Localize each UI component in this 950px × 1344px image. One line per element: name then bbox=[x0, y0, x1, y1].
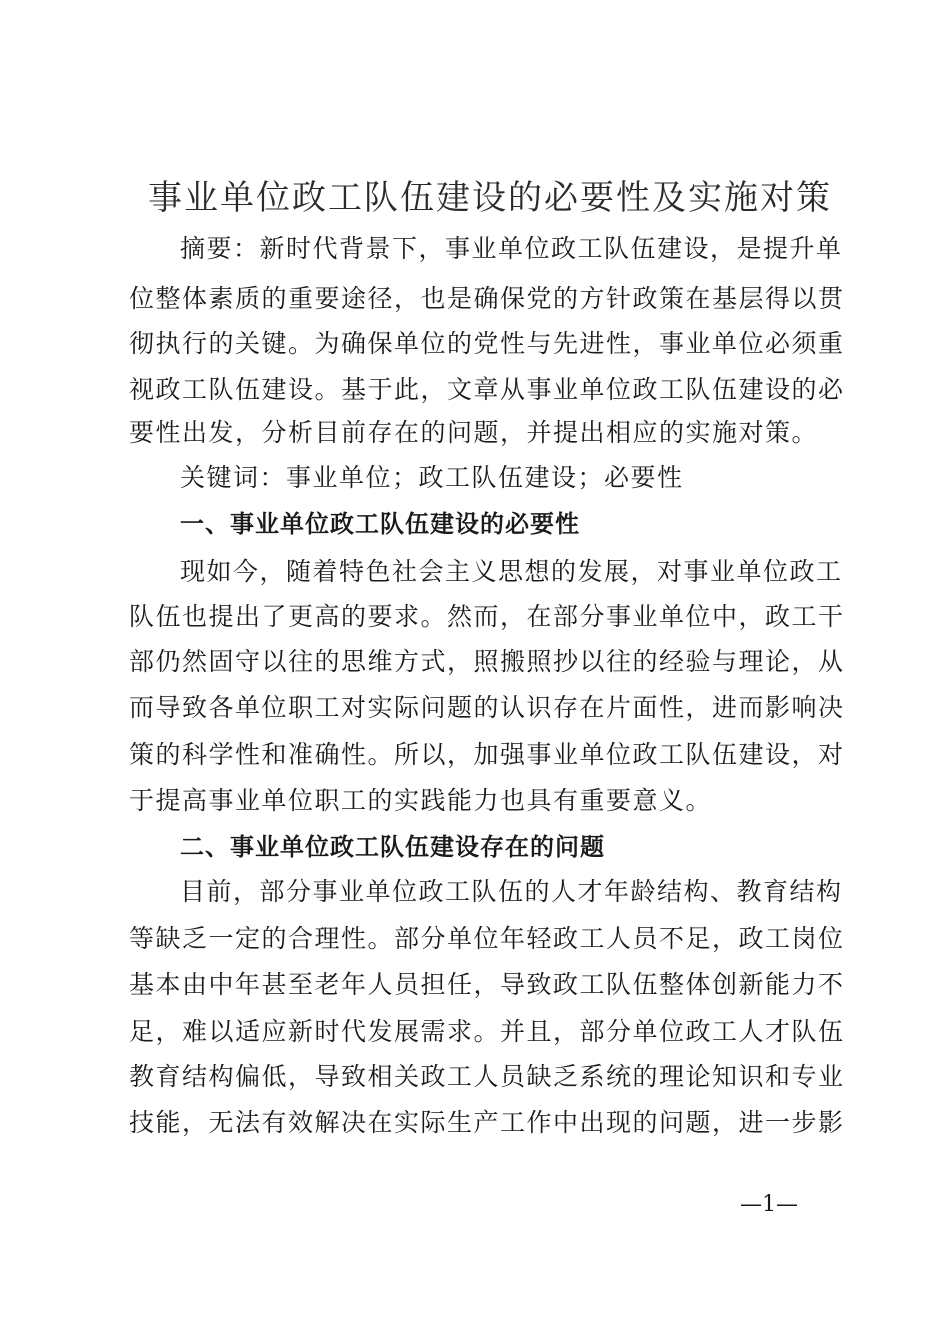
section2-paragraph-line: 基本由中年甚至老年人员担任，导致政工队伍整体创新能力不 bbox=[129, 970, 845, 999]
abstract-line: 位整体素质的重要途径，也是确保党的方针政策在基层得以贯 bbox=[129, 284, 845, 313]
section1-paragraph-line: 部仍然固守以往的思维方式，照搬照抄以往的经验与理论，从 bbox=[129, 647, 845, 676]
section-heading-2: 二、事业单位政工队伍建设存在的问题 bbox=[180, 833, 605, 861]
abstract-line: 要性出发，分析目前存在的问题，并提出相应的实施对策。 bbox=[129, 418, 819, 447]
section2-paragraph-line: 等缺乏一定的合理性。部分单位年轻政工人员不足，政工岗位 bbox=[129, 924, 845, 953]
abstract-line: 摘要：新时代背景下，事业单位政工队伍建设，是提升单 bbox=[180, 234, 843, 263]
abstract-line: 彻执行的关键。为确保单位的党性与先进性，事业单位必须重 bbox=[129, 329, 845, 358]
keywords-line: 关键词：事业单位；政工队伍建设；必要性 bbox=[180, 463, 684, 492]
abstract-line: 视政工队伍建设。基于此，文章从事业单位政工队伍建设的必 bbox=[129, 375, 845, 404]
section1-paragraph-line: 策的科学性和准确性。所以，加强事业单位政工队伍建设，对 bbox=[129, 740, 845, 769]
section2-paragraph-line: 足，难以适应新时代发展需求。并且，部分单位政工人才队伍 bbox=[129, 1017, 845, 1046]
section1-paragraph-line: 现如今，随着特色社会主义思想的发展，对事业单位政工 bbox=[180, 557, 843, 586]
section1-paragraph-line: 队伍也提出了更高的要求。然而，在部分事业单位中，政工干 bbox=[129, 602, 845, 631]
section1-paragraph-line: 而导致各单位职工对实际问题的认识存在片面性，进而影响决 bbox=[129, 693, 845, 722]
section1-paragraph-line: 于提高事业单位职工的实践能力也具有重要意义。 bbox=[129, 786, 713, 815]
section2-paragraph-line: 教育结构偏低，导致相关政工人员缺乏系统的理论知识和专业 bbox=[129, 1062, 845, 1091]
document-title: 事业单位政工队伍建设的必要性及实施对策 bbox=[148, 178, 832, 218]
section2-paragraph-line: 技能，无法有效解决在实际生产工作中出现的问题，进一步影 bbox=[129, 1108, 845, 1137]
section2-paragraph-line: 目前，部分事业单位政工队伍的人才年龄结构、教育结构 bbox=[180, 877, 843, 906]
section-heading-1: 一、事业单位政工队伍建设的必要性 bbox=[180, 510, 580, 538]
page-number: —1— bbox=[740, 1192, 798, 1217]
